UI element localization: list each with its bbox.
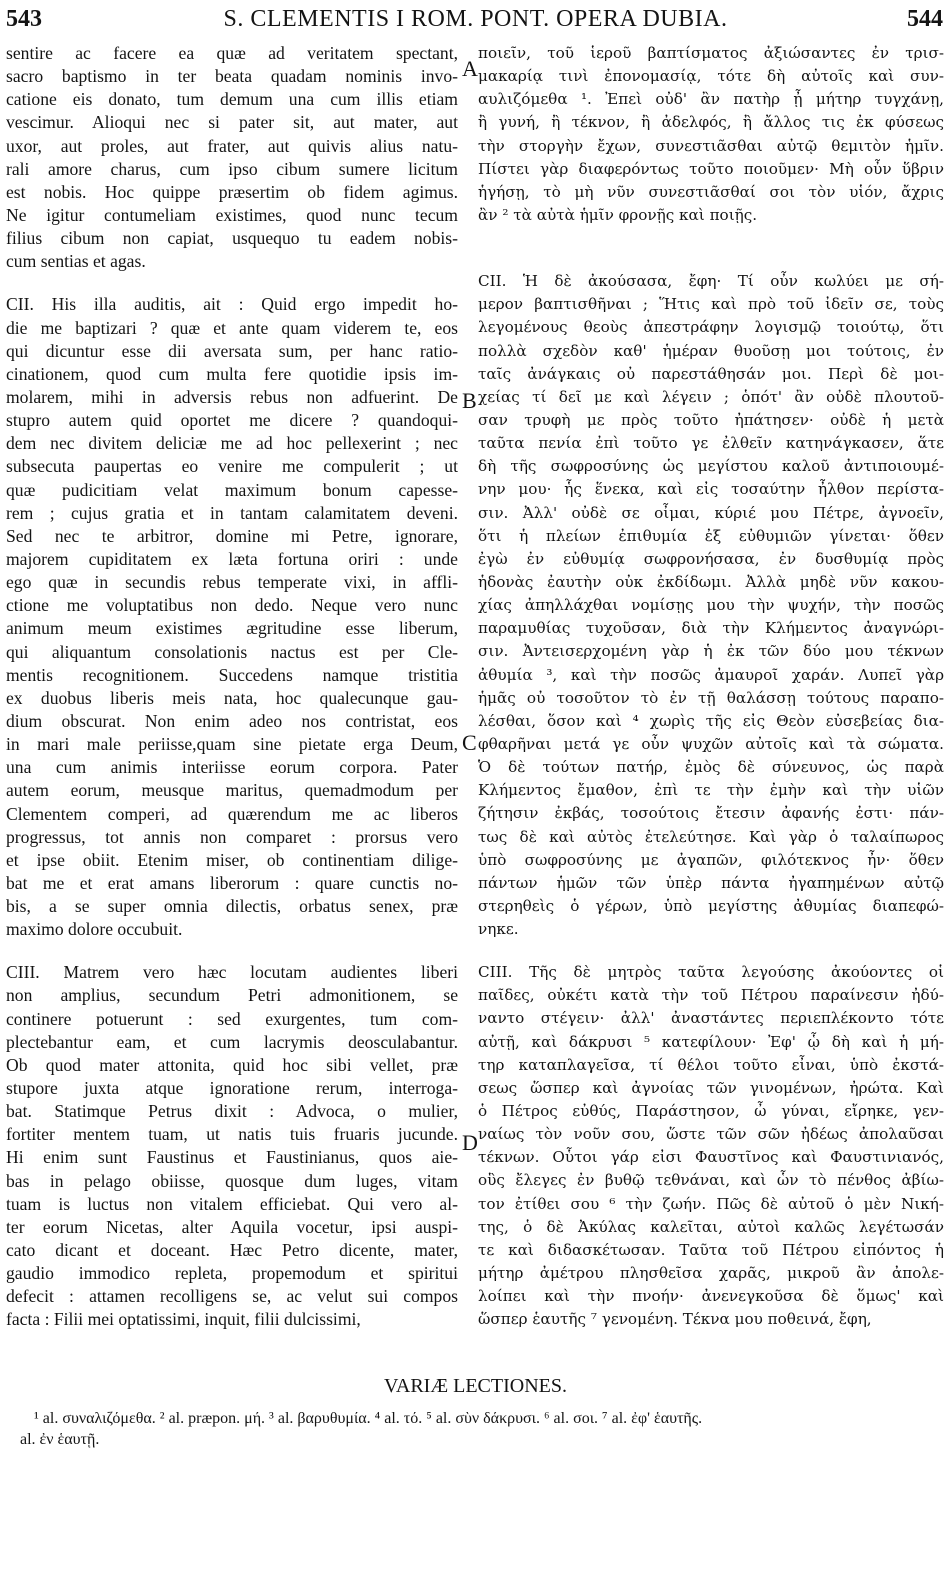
text-line: ter eorum Nicetas, alter Aquila vocetur, ipsi auspi-: [6, 1216, 458, 1237]
right-page-number: 544: [907, 6, 943, 32]
text-line: οὓς ἔλεγες ἐν βυθῷ τεθνάναι, καὶ ὧν τὸ πένθος ἀβίω-: [478, 1171, 944, 1190]
text-line: stupro autem quid oportet me dicere ? quandoqui-: [6, 410, 458, 431]
text-line: cum sentias et agas.: [6, 251, 146, 272]
text-line: stupore juxta atque ignoratione rerum, interroga-: [6, 1078, 458, 1099]
text-line: catione eis donato, tum demum una cum illis etiam: [6, 89, 458, 110]
variae-lectiones-heading: VARIÆ LECTIONES.: [384, 1375, 567, 1397]
text-line: Ὁ δὲ τούτων πατήρ, ἐμὸς δὲ σύνευνος, ὡς παρὰ: [478, 758, 944, 777]
text-line: ὑπὸ σωφροσύνης με ἀγαπῶν, φιλότεκνος ἦν· ὅθεν: [478, 850, 944, 869]
running-title: S. CLEMENTIS I ROM. PONT. OPERA DUBIA.: [223, 6, 728, 32]
text-line: subsecuta paupertas eo venire me compulerit ; ut: [6, 456, 458, 477]
text-line: ἡγήσῃ, τὸ μὴ νῦν συνεστιᾶσθαί σοι τὸν υἱόν, ἄχρις: [478, 182, 944, 201]
footnote-line: al. ἐν ἑαυτῇ.: [20, 1431, 100, 1448]
footnotes: [20, 1408, 930, 1450]
text-line: τέκνων. Οὗτοι γάρ εἰσι Φαυστῖνος καὶ Φαυστινιανός,: [478, 1148, 944, 1167]
text-line: qui dicuntur esse dii aversata sum, per hanc ratio-: [6, 340, 458, 361]
text-line: bis, a se super omnia dilectis, orbatus senex, præ: [6, 896, 458, 917]
text-line: non amplius, secundum Petri admonitionem, se: [6, 985, 458, 1006]
text-line: bat. Statimque Petrus dixit : Advoca, o mulier,: [6, 1101, 458, 1122]
latin-chapter-cii: [6, 293, 458, 941]
text-line: Κλήμεντος ἔμαθον, ἐπὶ τε τὴν ἐμὴν καὶ τὴν υἱῶν: [478, 781, 944, 800]
text-line: maximo dolore occubuit.: [6, 919, 183, 940]
text-line: in mari male periisse,quam sine pietate erga Deum,: [6, 734, 458, 755]
footnote-line: ¹ al. συναλιζόμεθα. ² al. præpon. μή. ³ al. βαρυθυμία. ⁴ al. τό. ⁵ al. σὺν δάκρυσι. ⁶ al. σοι. ⁷ al. ἐφ' ἑαυτῆς.: [34, 1410, 703, 1427]
text-line: facta : Filii mei optatissimi, inquit, filii dulcissimi,: [6, 1309, 361, 1330]
text-line: bas in pelago obiisse, quosque dum luges, vitam: [6, 1170, 458, 1191]
text-line: ζήτησιν ἐκβάς, τοσούτοις ἔτεσιν ἀφανής ἐστι· πάν-: [478, 804, 944, 823]
text-line: est nobis. Hoc quippe præsertim ob fidem agimus.: [6, 181, 458, 202]
latin-intro-paragraph: [6, 42, 458, 273]
text-line: ταῦτα πενία ἐπὶ τοῦτο γε ἐλθεῖν κατηνάγκασεν, ἅτε: [478, 434, 944, 453]
text-line: plectebantur eam, et cum lacrymis deosculabantur.: [6, 1031, 458, 1052]
text-line: ταῖς ἀνάγκαις οὐ παρεστάθησάν μοι. Περὶ δὲ μοι-: [478, 364, 944, 383]
text-line: ἢ γυνή, ἢ τέκνον, ἢ ἀδελφός, ἢ ἄλλος τις ἐκ φύσεως: [478, 113, 944, 132]
text-line: ἀθυμία ³, καὶ τὴν ποσῶς ἀμαυροῖ χαράν. Λυπεῖ γὰρ: [478, 665, 944, 684]
text-line: continere potuerunt : sed exurgentes, tum com-: [6, 1008, 458, 1029]
text-line: ex duobus liberis meis nata, hoc qualecunque gau-: [6, 687, 458, 708]
text-line: rem ; cujus gratia et in tantam calamitatem deveni.: [6, 502, 458, 523]
latin-column: [6, 42, 458, 1332]
text-line: χίας ἀπηλλάχθαι νομίσῃς μου τὴν ψυχήν, τὴν ποσῶς: [478, 596, 944, 615]
text-line: σιν. Ἀντεισερχομένη γὰρ ἡ ἐκ τῶν δύο μου τέκνων: [478, 642, 944, 661]
text-line: CII. Ἡ δὲ ἀκούσασα, ἔφη· Τί οὖν κωλύει με σή-: [478, 272, 944, 291]
greek-chapter-cii: [478, 270, 944, 941]
text-line: sentire ac facere ea quæ ad veritatem spectant,: [6, 43, 458, 63]
text-line: defecit : attamen recolligens se, ac velut sui compos: [6, 1286, 458, 1307]
text-line: dium obscurat. Non enim adeo nos contristat, eos: [6, 710, 458, 731]
greek-chapter-ciii: [478, 961, 944, 1331]
text-line: μερον βαπτισθῆναι ; Ἥτις καὶ πρὸ τοῦ ἰδεῖν σε, τοὺς: [478, 295, 944, 314]
text-line: Clementem comperi, ad quærendum me ac liberos: [6, 803, 458, 824]
text-line: et ipse obiit. Etenim miser, ob continentiam dilige-: [6, 849, 458, 870]
text-line: una cum animis interiisse eorum corpora. Pater: [6, 757, 458, 778]
text-line: παραμυθίας τυχοῦσαν, διὰ τὴν Κλήμεντος ἀναγνώρι-: [478, 619, 944, 638]
margin-letter-b: B: [462, 388, 477, 413]
text-line: tuam is luctus non vitalem efficiebat. Qui vero al-: [6, 1193, 458, 1214]
text-line: autem eorum, meusque maritus, quemadmodum per: [6, 780, 458, 801]
text-line: στερηθεὶς ὁ γέρων, ὑπὸ μεγίστης ἀθυμίας διαπεφώ-: [478, 896, 944, 915]
text-line: χείας τί δεῖ με καὶ λέγειν ; ὁπότ' ἂν οὐδὲ πλουτοῦ-: [478, 387, 944, 406]
text-line: τε καὶ διδασκέτωσαν. Ταῦτα τοῦ Πέτρου εἰπόντος ἡ: [478, 1240, 944, 1259]
text-line: sacro baptismo in ter beata quadam nominis invo-: [6, 66, 458, 87]
text-line: ὥσπερ ἑαυτῆς ⁷ γενομένη. Τέκνα μου ποθεινά, ἔφη,: [478, 1310, 872, 1329]
text-line: ποιεῖν, τοῦ ἱεροῦ βαπτίσματος ἀξιώσαντες ἐν τρισ-: [478, 44, 944, 62]
text-line: φθαρῆναι μετά γε οὖν ψυχῶν αὐτοῖς καὶ τὰ σώματα.: [478, 734, 944, 753]
text-line: die me baptizari ? quæ et ante quam viderem te, eos: [6, 317, 458, 338]
text-line: uxor, aut proles, aut frater, aut quivis alius natu-: [6, 135, 458, 156]
text-line: quæ pudicitiam velat maximum bonum capesse-: [6, 479, 458, 500]
text-line: molarem, mihi in adversis rebus non adfuerint. De: [6, 386, 458, 407]
text-line: νην μου· ἧς ἕνεκα, καὶ εἰς τοσαύτην ἦλθον περίστα-: [478, 480, 944, 499]
text-line: σεως ὥσπερ καὶ ἀγνοίας τῶν γινομένων, ἠρώτα. Καὶ: [478, 1078, 944, 1097]
text-line: ναντο στέγειν· ἀλλ' ἀναστάντες περιεπλέκοντο τότε: [478, 1009, 944, 1028]
text-line: της, ὁ δὲ Ἀκύλας καλεῖται, αὐτοὶ καλῶς λεγέτωσάν: [478, 1217, 944, 1236]
text-line: ὁ Πέτρος εὐθύς, Παράστησον, ὦ γύναι, εἴρηκε, γεν-: [478, 1102, 944, 1121]
text-line: τως δὲ καὶ αὐτὸς ἐτελεύτησε. Καὶ γὰρ ὁ ταλαίπωρος: [478, 827, 944, 846]
margin-letter-c: C: [462, 730, 477, 755]
text-line: σαν τρυφὴ με πρὸς τοῦτο ἠπάτησεν· οὐδὲ ἡ μετὰ: [478, 410, 944, 429]
text-line: ἡμᾶς οὐ τοσοῦτον τὸ ἐν τῇ θαλάσσῃ τούτους παραπο-: [478, 688, 944, 707]
text-line: CIII. Matrem vero hæc locutam audientes liberi: [6, 962, 458, 983]
text-line: gaudio immodico repleta, propemodum et spiritui: [6, 1263, 458, 1284]
text-line: Ob quod mater attonita, quid hoc sibi vellet, præ: [6, 1054, 458, 1075]
text-line: majorem cupiditatem ex læta fortuna oriri : unde: [6, 548, 458, 569]
text-line: CIII. Τῆς δὲ μητρὸς ταῦτα λεγούσης ἀκούοντες οἱ: [478, 963, 944, 982]
latin-chapter-ciii: [6, 961, 458, 1331]
text-line: ναίως τὸν νοῦν σου, ὥστε τῶν σῶν ἠδέως ἀπολαῦσαι: [478, 1125, 944, 1144]
text-line: πάντων ἡμῶν τῶν ὑπὲρ πάντα ἠγαπημένων αὐτῷ: [478, 873, 944, 892]
text-line: vescimur. Alioqui nec si pater sit, aut mater, aut: [6, 112, 458, 133]
text-line: πολλὰ σχεδὸν καθ' ἡμέραν θυοῦσῃ μοι τούτοις, ἐν: [478, 341, 944, 360]
text-line: rali amore charus, cum ipso cibum sumere licitum: [6, 158, 458, 179]
text-line: cato dicant et doceant. Hæc Petro dicente, mater,: [6, 1240, 458, 1261]
text-line: Πίστει γὰρ διαφερόντως τοῦτο ποιοῦμεν· Μὴ οὖν ὕβριν: [478, 159, 944, 178]
text-line: ὅτι ἡ πλείων ἐπιθυμία ἐξ εὐθυμιῶν γίνεται· ὅθεν: [478, 526, 944, 545]
greek-column: [478, 42, 944, 1331]
text-line: νηκε.: [478, 920, 519, 939]
text-line: fortiter mentem tuam, ut natis tuis fruaris jucunde.: [6, 1124, 458, 1145]
text-line: τηρ καταπλαγεῖσα, τί θέλοι τοῦτο εἶναι, ὑπὸ ἐκστά-: [478, 1055, 944, 1074]
text-line: Ne igitur contumeliam existimes, quod nunc tecum: [6, 204, 458, 225]
text-line: bat me et erat amans liberorum : quare cunctis no-: [6, 872, 458, 893]
text-line: αὐτῇ, καὶ δάκρυσι ⁵ κατεφίλουν· Ἐφ' ᾧ δὴ καὶ ἡ μή-: [478, 1032, 944, 1051]
text-line: CII. His illa auditis, ait : Quid ergo impedit ho-: [6, 294, 458, 315]
text-line: λέσθαι, ὅσον καὶ ⁴ χωρὶς τῆς εἰς Θεὸν εὐσεβείας δια-: [478, 711, 944, 730]
text-line: filius cibum non capiat, usquequo tu eadem nobis-: [6, 228, 458, 249]
text-line: progressus, tot annis non comparet : prorsus vero: [6, 826, 458, 847]
text-line: ἐγὼ ἐν εὐθυμίᾳ σωφρονήσασα, ἐν δυσθυμίᾳ πρὸς: [478, 549, 944, 568]
text-line: τὴν στοργὴν ἔχων, συνεστιᾶσθαι αὐτῷ θεμιτὸν ἡμῖν.: [478, 136, 944, 155]
text-line: μήτηρ ἀμέτρου πλησθεῖσα χαρᾶς, μικροῦ ἂν ἀπολε-: [478, 1264, 944, 1283]
text-line: αυλιζόμεθα ¹. Ἐπεὶ οὐδ' ἂν πατὴρ ᾖ μήτηρ τυγχάνῃ,: [478, 90, 944, 109]
greek-intro-paragraph: [478, 42, 944, 227]
text-line: Hi enim sunt Faustinus et Faustinianus, quos aie-: [6, 1147, 458, 1168]
text-line: animum meum existimes ægritudine esse liberum,: [6, 618, 458, 639]
text-line: ctione me voluptatibus non dedo. Neque vero nunc: [6, 595, 458, 616]
text-line: ἡδονὰς ἐαυτὴν οὐκ ἐκδίδωμι. Ἀλλὰ μηδὲ νῦν κακου-: [478, 572, 944, 591]
left-page-number: 543: [6, 6, 42, 32]
text-line: μακαρίᾳ τινὶ ἐπονομασίᾳ, τότε δὴ αὐτοῖς καὶ συν-: [478, 67, 944, 86]
text-line: cinationem, quod cum multa fere quotidie ipsis im-: [6, 363, 458, 384]
text-line: ego quæ in secundis rebus temperate vixi, in affli-: [6, 572, 458, 593]
text-line: λεγομένους θεοὺς ἀπεστράφην λογισμῷ τοιούτῳ, ὅτι: [478, 318, 944, 337]
text-line: qui aliquantum consolationis nactus est per Cle-: [6, 641, 458, 662]
text-line: λοίπει καὶ τὴν πνοήν· ἀνενεγκοῦσα δὲ ὅμως' καὶ: [478, 1287, 944, 1306]
margin-letter-a: A: [462, 56, 478, 81]
text-line: dem nec divitem deliciæ me ad hoc pellexerint ; nec: [6, 433, 458, 454]
text-line: Sed nec te arbitror, domine mi Petre, ignorare,: [6, 525, 458, 546]
text-line: σιν. Ἀλλ' οὐδὲ σε οἶμαι, κύριέ μου Πέτρε, ἀγνοεῖν,: [478, 503, 944, 522]
text-line: ἂν ² τὰ αὐτὰ ἡμῖν φρονῇς καὶ ποιῇς.: [478, 205, 758, 224]
text-line: παῖδες, οὐκέτι κατὰ τὴν τοῦ Πέτρου παραίνεσιν ἠδύ-: [478, 986, 944, 1005]
page-header: [0, 0, 951, 36]
text-line: mentis recognitionem. Succedens namque tristitia: [6, 664, 458, 685]
text-line: δὴ τῆς σωφροσύνης ὡς μεγίστου καλοῦ ἀντιποιουμέ-: [478, 457, 944, 476]
text-line: τον ἐτίθει σου ⁶ τὴν ζωήν. Πῶς δὲ αὐτοῦ ὁ μὲν Νική-: [478, 1194, 944, 1213]
margin-letter-d: D: [462, 1130, 478, 1155]
